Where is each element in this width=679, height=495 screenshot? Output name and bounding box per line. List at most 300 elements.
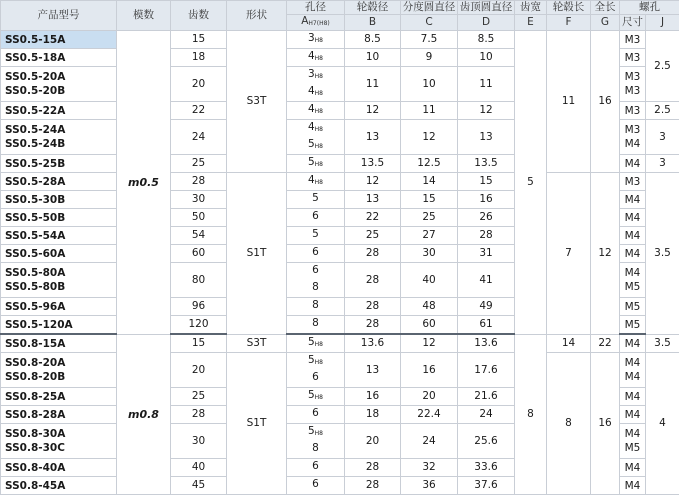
teeth: 80 [171,263,227,298]
part-number [5,427,116,441]
bore [287,335,344,352]
tip-dia-d: 13.6 [458,334,515,353]
part-number [5,247,116,261]
bore [287,155,344,172]
bore-value: 4 [308,103,315,115]
screw-size-value: M4 [625,391,641,403]
bore-value: 6 [312,478,319,490]
bore-value: 5 [308,354,315,366]
bore-a [287,263,345,298]
teeth: 60 [171,245,227,263]
screw-size-value: M4 [625,371,641,383]
screw-j: 3.5 [646,173,679,335]
header-part-no: 产品型号 [1,1,117,31]
header-tip-dia: 齿顶圆直径 [458,1,515,15]
bore [287,102,344,119]
part-number-value: SS0.8-15A [5,338,65,350]
screw-size-value: M4 [625,462,641,474]
bore-a [287,31,345,49]
pitch-dia-c: 15 [401,191,458,209]
bore-a [287,191,345,209]
bore-a [287,209,345,227]
part-number [5,318,116,332]
part-no [1,67,117,102]
screw-size [620,137,645,151]
bore [287,84,344,101]
bore-tolerance: H8 [315,341,323,348]
part-no [1,191,117,209]
bore-value: 8 [312,442,319,454]
screw-size-value: M4 [625,357,641,369]
header-col-f: F [547,15,591,31]
tip-dia-d: 25.6 [458,424,515,459]
screw-size [620,406,646,424]
bore [287,67,344,84]
screw-size [620,334,646,353]
header-col-a [287,15,345,31]
part-number-value: SS0.8-25A [5,391,65,403]
bore-tolerance: H8 [315,55,323,62]
screw-size-value: M3 [625,85,641,97]
screw-size [620,479,645,493]
part-number-value: SS0.5-54A [5,230,65,242]
tip-dia-d: 31 [458,245,515,263]
hub-dia-b: 20 [345,424,401,459]
hub-dia-b: 10 [345,49,401,67]
table-row [1,334,679,353]
part-number-value: SS0.5-25B [5,158,65,170]
part-number-value: SS0.5-50B [5,212,65,224]
bore [287,424,344,441]
screw-size-value: M3 [625,34,641,46]
pitch-dia-c: 36 [401,477,458,495]
tip-dia-d: 12 [458,102,515,120]
pitch-dia-c: 10 [401,67,458,102]
header-hub-len: 轮毂长 [547,1,591,15]
bore [287,209,344,226]
total-length: 16 [591,31,620,173]
part-no [1,459,117,477]
bore-tolerance: H8 [315,73,323,80]
bore [287,388,344,405]
screw-size-value: M4 [625,409,641,421]
screw-size [620,441,645,455]
screw-size-value: M5 [625,301,641,313]
part-number [5,390,116,404]
part-number [5,104,116,118]
screw-size-value: M4 [625,212,641,224]
screw-size [620,157,645,171]
bore-value: 6 [312,210,319,222]
tip-dia-d: 21.6 [458,388,515,406]
screw-size [620,247,645,261]
face-width: 5 [515,31,547,335]
header-shape: 形状 [227,1,287,31]
screw-size [620,353,646,388]
screw-size-value: M4 [625,267,641,279]
screw-size-value: M5 [625,442,641,454]
bore-a [287,316,345,335]
teeth: 40 [171,459,227,477]
pitch-dia-c: 30 [401,245,458,263]
part-number [5,280,116,294]
face-width: 8 [515,334,547,495]
total-length: 12 [591,173,620,335]
header-hub-dia: 轮毂径 [345,1,401,15]
pitch-dia-c: 16 [401,353,458,388]
screw-size [620,229,645,243]
part-no [1,173,117,191]
screw-size [620,337,645,351]
screw-size [620,33,645,47]
teeth: 22 [171,102,227,120]
teeth: 30 [171,191,227,209]
screw-size [620,459,646,477]
screw-j: 3 [646,155,679,173]
shape-s1t: S1T [227,173,287,335]
part-number-value: SS0.5-28A [5,176,65,188]
bore-tolerance: H8 [315,108,323,115]
part-number [5,33,116,47]
bore [287,459,344,476]
tip-dia-d: 24 [458,406,515,424]
bore-tolerance: H8 [315,179,323,186]
tip-dia-d: 17.6 [458,353,515,388]
hub-dia-b: 18 [345,406,401,424]
part-number [5,51,116,65]
screw-size-value: M4 [625,248,641,260]
header-col-b: B [345,15,401,31]
hub-dia-b: 12 [345,173,401,191]
screw-size-value: M3 [625,124,641,136]
tip-dia-d: 61 [458,316,515,335]
hub-dia-b: 28 [345,298,401,316]
tip-dia-d: 13 [458,120,515,155]
bore-value: 5 [312,192,319,204]
hub-dia-b: 13 [345,120,401,155]
part-no [1,406,117,424]
screw-size-value: M4 [625,480,641,492]
header-col-c: C [401,15,458,31]
screw-size-value: M4 [625,230,641,242]
part-number [5,356,116,370]
table-row [1,31,679,49]
part-number [5,441,116,455]
screw-size [620,209,646,227]
part-no [1,245,117,263]
part-no [1,424,117,459]
bore-a [287,477,345,495]
screw-size [620,155,646,173]
part-no [1,120,117,155]
bore-value: 6 [312,407,319,419]
tip-dia-d: 26 [458,209,515,227]
tip-dia-d: 37.6 [458,477,515,495]
bore-tolerance: H8 [315,90,323,97]
bore-a [287,245,345,263]
screw-size [620,370,645,384]
bore-a [287,424,345,459]
header-face-width: 齿宽 [515,1,547,15]
teeth: 30 [171,424,227,459]
table-body [1,31,679,495]
pitch-dia-c: 40 [401,263,458,298]
part-number [5,266,116,280]
screw-j: 3 [646,120,679,155]
bore-value: 4 [308,85,315,97]
tip-dia-d: 33.6 [458,459,515,477]
hub-dia-b: 13 [345,353,401,388]
screw-size [620,427,645,441]
part-number [5,337,116,351]
screw-size [620,424,646,459]
part-number [5,157,116,171]
pitch-dia-c: 22.4 [401,406,458,424]
teeth: 15 [171,334,227,353]
screw-j: 2.5 [646,102,679,120]
part-number-value: SS0.8-28A [5,409,65,421]
part-number [5,461,116,475]
col-a-tolerance: H7(H8) [308,20,329,27]
part-no [1,334,117,353]
part-no [1,209,117,227]
bore-tolerance: H8 [315,143,323,150]
header-pitch-dia: 分度圆直径 [401,1,458,15]
header-col-d: D [458,15,515,31]
part-no [1,31,117,49]
part-number-value: SS0.5-15A [5,34,65,46]
part-no [1,298,117,316]
pitch-dia-c: 32 [401,459,458,477]
screw-size-value: M3 [625,52,641,64]
bore-tolerance: H8 [315,430,323,437]
screw-size [620,84,645,98]
part-number [5,137,116,151]
table-row [1,353,679,388]
part-number-value: SS0.5-96A [5,301,65,313]
screw-size [620,298,646,316]
bore [287,298,344,315]
part-no [1,353,117,388]
bore-a [287,227,345,245]
screw-size-value: M4 [625,138,641,150]
hub-dia-b: 28 [345,316,401,335]
bore [287,173,344,190]
teeth: 24 [171,120,227,155]
screw-size-value: M3 [625,71,641,83]
part-number-value: SS0.8-20B [5,371,65,383]
screw-size-value: M3 [625,176,641,188]
bore-a [287,155,345,173]
pitch-dia-c: 25 [401,209,458,227]
header-bore: 孔径 [287,1,345,15]
part-number-value: SS0.5-20B [5,85,65,97]
pitch-dia-c: 11 [401,102,458,120]
hub-dia-b: 28 [345,263,401,298]
screw-size [620,104,645,118]
part-number-value: SS0.5-80A [5,267,65,279]
part-number [5,211,116,225]
part-number [5,84,116,98]
screw-j: 2.5 [646,31,679,102]
bore-value: 5 [308,156,315,168]
bore-a [287,49,345,67]
tip-dia-d: 16 [458,191,515,209]
bore-a [287,334,345,353]
hub-dia-b: 28 [345,245,401,263]
teeth: 96 [171,298,227,316]
part-number-value: SS0.5-60A [5,248,65,260]
bore [287,120,344,137]
bore-value: 5 [308,336,315,348]
part-number [5,370,116,384]
screw-j: 3.5 [646,334,679,353]
bore-a [287,102,345,120]
bore [287,353,344,370]
part-number [5,408,116,422]
header-col-j: J [646,15,679,31]
screw-size [620,67,646,102]
bore [287,245,344,262]
shape-s1t: S1T [227,353,287,495]
hub-dia-b: 11 [345,67,401,102]
part-number [5,193,116,207]
screw-size-value: M4 [625,428,641,440]
teeth: 45 [171,477,227,495]
shape-s3t: S3T [227,31,287,173]
bore-value: 5 [308,389,315,401]
tip-dia-d: 11 [458,67,515,102]
teeth: 120 [171,316,227,335]
bore-tolerance: H8 [315,126,323,133]
teeth: 25 [171,155,227,173]
hub-dia-b: 13 [345,191,401,209]
bore [287,49,344,66]
part-number [5,479,116,493]
screw-size [620,49,646,67]
bore [287,137,344,154]
hub-length: 7 [547,173,591,335]
bore-a [287,406,345,424]
pitch-dia-c: 12 [401,334,458,353]
hub-dia-b: 25 [345,227,401,245]
tip-dia-d: 13.5 [458,155,515,173]
pitch-dia-c: 12 [401,120,458,155]
bore-a [287,173,345,191]
hub-dia-b: 12 [345,102,401,120]
bore-value: 8 [312,299,319,311]
bore-tolerance: H8 [315,161,323,168]
module: m0.5 [117,31,171,335]
screw-size [620,193,645,207]
screw-size [620,263,646,298]
tip-dia-d: 41 [458,263,515,298]
screw-size [620,211,645,225]
bore-value: 6 [312,246,319,258]
part-no [1,263,117,298]
screw-size [620,70,645,84]
screw-size [620,245,646,263]
bore-value: 5 [308,138,315,150]
teeth: 28 [171,406,227,424]
screw-size [620,316,646,335]
pitch-dia-c: 9 [401,49,458,67]
bore-a [287,298,345,316]
bore-tolerance: H8 [315,394,323,401]
screw-size-value: M4 [625,194,641,206]
total-length: 22 [591,334,620,353]
part-number [5,300,116,314]
hub-length: 14 [547,334,591,353]
hub-dia-b: 22 [345,209,401,227]
bore [287,263,344,280]
screw-size [620,31,646,49]
bore [287,191,344,208]
screw-size-value: M5 [625,281,641,293]
tip-dia-d: 8.5 [458,31,515,49]
screw-size [620,120,646,155]
teeth: 20 [171,353,227,388]
part-number [5,70,116,84]
screw-size [620,408,645,422]
tip-dia-d: 49 [458,298,515,316]
pitch-dia-c: 27 [401,227,458,245]
screw-size [620,356,645,370]
part-no [1,49,117,67]
screw-size [620,318,645,332]
bore-value: 3 [308,68,315,80]
screw-size-value: M4 [625,158,641,170]
part-no [1,316,117,335]
teeth: 28 [171,173,227,191]
bore-value: 8 [312,317,319,329]
part-no [1,102,117,120]
part-number-value: SS0.8-20A [5,357,65,369]
bore-a [287,67,345,102]
bore-value: 6 [312,371,319,383]
screw-size [620,477,646,495]
tip-dia-d: 15 [458,173,515,191]
col-a-letter: A [301,15,308,27]
bore-value: 4 [308,121,315,133]
screw-size [620,102,646,120]
header-teeth: 齿数 [171,1,227,31]
part-number-value: SS0.5-24B [5,138,65,150]
pitch-dia-c: 20 [401,388,458,406]
tip-dia-d: 10 [458,49,515,67]
bore-value: 3 [308,32,315,44]
header-col-e: E [515,15,547,31]
part-number-value: SS0.8-45A [5,480,65,492]
hub-dia-b: 28 [345,477,401,495]
teeth: 54 [171,227,227,245]
part-number-value: SS0.5-20A [5,71,65,83]
bore [287,31,344,48]
pitch-dia-c: 24 [401,424,458,459]
screw-j: 4 [646,353,679,495]
bore [287,370,344,387]
screw-size [620,123,645,137]
bore [287,280,344,297]
header-col-g: G [591,15,620,31]
screw-size-value: M4 [625,338,641,350]
part-no [1,477,117,495]
teeth: 15 [171,31,227,49]
screw-size-value: M3 [625,105,641,117]
screw-size [620,191,646,209]
teeth: 20 [171,67,227,102]
hub-dia-b: 13.5 [345,155,401,173]
